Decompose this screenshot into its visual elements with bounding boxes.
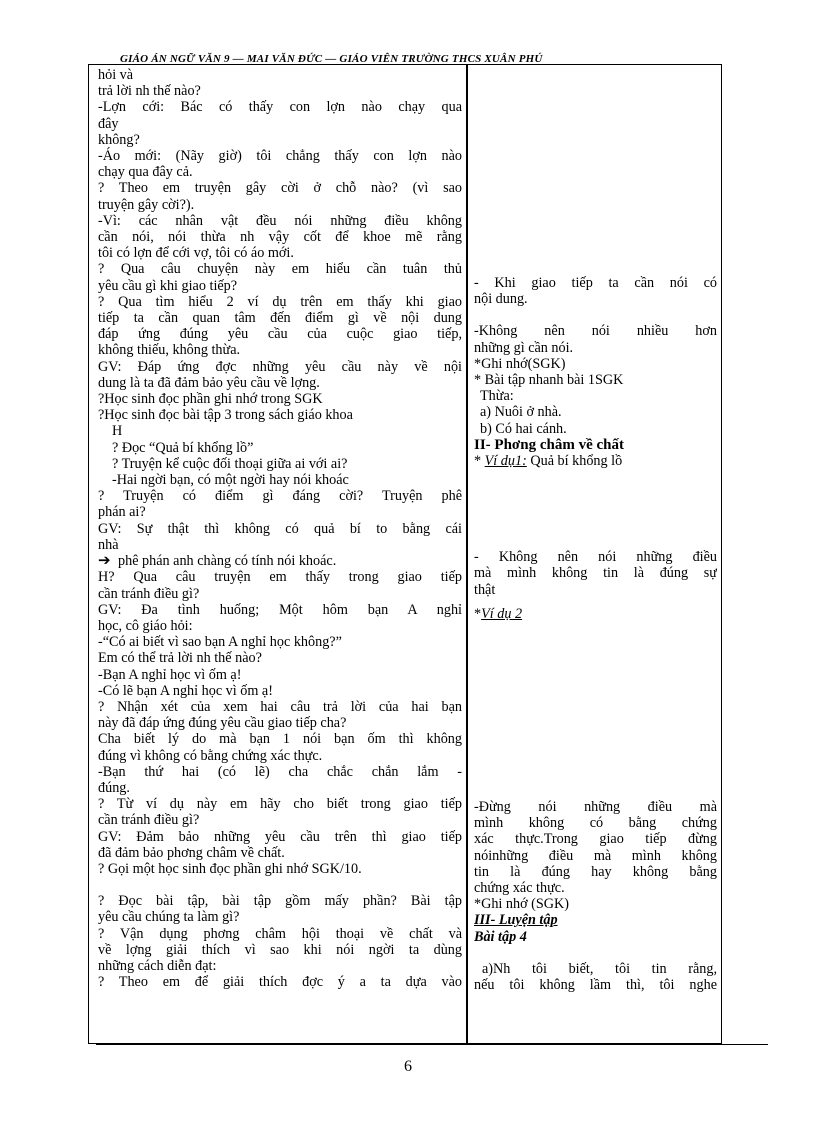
text-line: -Bạn thứ hai (có lẽ) cha chắc chắn lắm - bbox=[98, 763, 462, 780]
text-line: không thiếu, không thừa. bbox=[98, 342, 241, 359]
text-line: ? Truyện có điểm gì đáng cời? Truyện phê bbox=[98, 488, 462, 505]
text-line: ? Theo em để giải thích đợc ý a ta dựa vào bbox=[98, 974, 462, 991]
text-line: nếu tôi không lầm thì, tôi nghe bbox=[474, 977, 717, 994]
text-line: -Đừng nói những điều mà bbox=[474, 799, 717, 816]
text-line: nhà bbox=[98, 536, 119, 553]
text-line: mình không có bằng chứng bbox=[474, 815, 717, 832]
example-label: Ví dụ1: bbox=[484, 453, 527, 470]
text-line: đây bbox=[98, 115, 119, 132]
text-line: chạy qua đây cả. bbox=[98, 164, 193, 181]
example-text: Quả bí khổng lồ bbox=[526, 453, 623, 470]
column-divider bbox=[466, 65, 468, 1043]
bullet: * bbox=[474, 605, 482, 622]
text-line: * Bài tập nhanh bài 1SGK bbox=[474, 372, 624, 389]
text-line: -Hai ngời bạn, có một ngời hay nói khoác bbox=[112, 472, 349, 489]
footer-rule bbox=[96, 1044, 768, 1045]
text-line: ? Vận dụng phơng châm hội thoại về chất và bbox=[98, 925, 462, 942]
lesson-table bbox=[88, 64, 722, 1044]
text-line: ? Đọc bài tập, bài tập gồm mấy phần? Bài tập bbox=[98, 893, 462, 910]
example-2-line bbox=[474, 606, 717, 622]
text-line: nội dung. bbox=[474, 291, 528, 308]
text-line: không? bbox=[98, 131, 140, 148]
text-line: H? Qua câu truyện em thấy trong giao tiếp bbox=[98, 569, 462, 586]
section-heading: II- Phơng châm về chất bbox=[474, 436, 624, 453]
text-line: -Áo mới: (Nãy giờ) tôi chẳng thấy con lợn nào bbox=[98, 148, 462, 165]
text-line: yêu cầu gì khi giao tiếp? bbox=[98, 277, 238, 294]
text-line: đáp ứng đúng yêu cầu của cuộc giao tiếp, bbox=[98, 326, 462, 343]
text-line: *Ghi nhớ(SGK) bbox=[474, 355, 566, 372]
text-line: này đã đáp ứng đúng yêu cầu giao tiếp cha? bbox=[98, 715, 347, 732]
exercise-heading: Bài tập 4 bbox=[474, 928, 527, 945]
text-line: -Vì: các nhân vật đều nói những điều không bbox=[98, 212, 462, 229]
text-line: GV: Đảm bảo những yêu cầu trên thì giao tiếp bbox=[98, 828, 462, 845]
text-line: về lợng giải thích vì sao khi nói ngời ta dùng bbox=[98, 941, 462, 958]
text-line: xác thực.Trong giao tiếp đừng bbox=[474, 831, 717, 848]
text-line: hỏi và bbox=[98, 67, 134, 83]
text-line: H bbox=[112, 423, 123, 440]
text-line: ? Qua tìm hiểu 2 ví dụ trên em thấy khi giao bbox=[98, 293, 462, 310]
text-line: đã đảm bảo phơng châm về chất. bbox=[98, 844, 285, 861]
text-line: ? Theo em truyện gây cời ở chỗ nào? (vì sao bbox=[98, 180, 462, 197]
text-line: Cha biết lý do mà bạn 1 nói bạn ốm thì không bbox=[98, 731, 462, 748]
arrow-text-line bbox=[98, 553, 462, 569]
text-line: yêu cầu chúng ta làm gì? bbox=[98, 909, 240, 926]
text-line: ? Nhận xét của xem hai câu trả lời của hai bạn bbox=[98, 698, 462, 715]
text-line: chứng xác thực. bbox=[474, 880, 565, 897]
text-line: cần tránh điều gì? bbox=[98, 812, 200, 829]
example-1-line bbox=[474, 453, 717, 469]
text-line: phán ai? bbox=[98, 504, 146, 521]
text-line: GV: Sự thật thì không có quả bí to bằng cái bbox=[98, 520, 462, 537]
text-line: ? Đọc “Quả bí khổng lồ” bbox=[112, 439, 254, 456]
text-line: - Không nên nói những điều bbox=[474, 549, 717, 566]
header-text: GIÁO ÁN NGỮ VĂN 9 — MAI VĂN ĐỨC — GIÁO VIÊN TRƯỜNG THCS XUÂN PHÚ bbox=[120, 53, 543, 64]
text-line: tiếp ta cần quan tâm đến điểm gì về nội dung bbox=[98, 310, 462, 327]
text-line: GV: Đáp ứng đợc những yêu cầu này về nội bbox=[98, 358, 462, 375]
text-line: - Khi giao tiếp ta cần nói có bbox=[474, 275, 717, 291]
text-line: b) Có hai cánh. bbox=[480, 420, 567, 437]
lesson-content-column bbox=[474, 67, 717, 1039]
section-heading: III- Luyện tập bbox=[474, 912, 558, 929]
text-line: -“Có ai biết vì sao bạn A nghỉ học không?” bbox=[98, 634, 342, 651]
text-line: ? Truyện kể cuộc đối thoại giữa ai với ai? bbox=[112, 455, 348, 472]
text-line: a) Nuôi ở nhà. bbox=[480, 404, 562, 421]
text-line: Thừa: bbox=[480, 388, 514, 405]
page-header bbox=[120, 50, 680, 64]
text-line: GV: Đa tình huống; Một hôm bạn A nghỉ bbox=[98, 601, 462, 618]
text-line: truyện gây cời?). bbox=[98, 196, 195, 213]
text-line: ?Học sinh đọc phần ghi nhớ trong SGK bbox=[98, 391, 323, 408]
text-line: ?Học sinh đọc bài tập 3 trong sách giáo khoa bbox=[98, 407, 353, 424]
text-line: -Lợn cới: Bác có thấy con lợn nào chạy qua bbox=[98, 99, 462, 116]
text-line: trả lời nh thế nào? bbox=[98, 83, 201, 100]
text-line: đúng. bbox=[98, 779, 130, 796]
text-line: Em có thể trả lời nh thế nào? bbox=[98, 650, 262, 667]
text-line: những gì cần nói. bbox=[474, 339, 574, 356]
text-line: ? Qua câu chuyện này em hiểu cần tuân thủ bbox=[98, 261, 462, 278]
text-line: a)Nh tôi biết, tôi tin rằng, bbox=[482, 960, 717, 977]
right-arrow-icon: ➔ bbox=[98, 552, 111, 569]
example-label: Ví dụ 2 bbox=[481, 605, 523, 622]
text-line: dung là ta đã đảm bảo yêu cầu về lợng. bbox=[98, 374, 320, 391]
text-line: -Bạn A nghỉ học vì ốm ạ! bbox=[98, 666, 242, 683]
text-line: đúng vì không có bằng chứng xác thực. bbox=[98, 747, 323, 764]
text-line: thật bbox=[474, 581, 496, 598]
text-line: *Ghi nhớ (SGK) bbox=[474, 896, 569, 913]
teacher-student-activities-column bbox=[98, 67, 462, 1039]
text-line: những cách diễn đạt: bbox=[98, 957, 217, 974]
text-line: tin là đúng hay không bằng bbox=[474, 863, 717, 880]
text-line: nóinhững điều mà mình không bbox=[474, 847, 717, 864]
text-line: -Có lẽ bạn A nghỉ học vì ốm ạ! bbox=[98, 682, 273, 699]
text-line: -Không nên nói nhiều hơn bbox=[474, 323, 717, 340]
text-line: học, cô giáo hỏi: bbox=[98, 617, 193, 634]
page-number: 6 bbox=[404, 1058, 412, 1075]
text-line: ? Từ ví dụ này em hãy cho biết trong giao tiếp bbox=[98, 796, 462, 813]
text-line: cần nói, nói thừa nh vậy cốt để khoe mẽ rằng bbox=[98, 229, 462, 246]
text-line: mà mình không tin là đúng sự bbox=[474, 565, 717, 582]
text-line: phê phán anh chàng có tính nói khoác. bbox=[118, 553, 337, 570]
text-line: tôi có lợn để cới vợ, tôi có áo mới. bbox=[98, 245, 294, 262]
bullet: * bbox=[474, 453, 485, 470]
text-line: cần tránh điều gì? bbox=[98, 585, 200, 602]
text-line: ? Gọi một học sinh đọc phần ghi nhớ SGK/10. bbox=[98, 860, 362, 877]
